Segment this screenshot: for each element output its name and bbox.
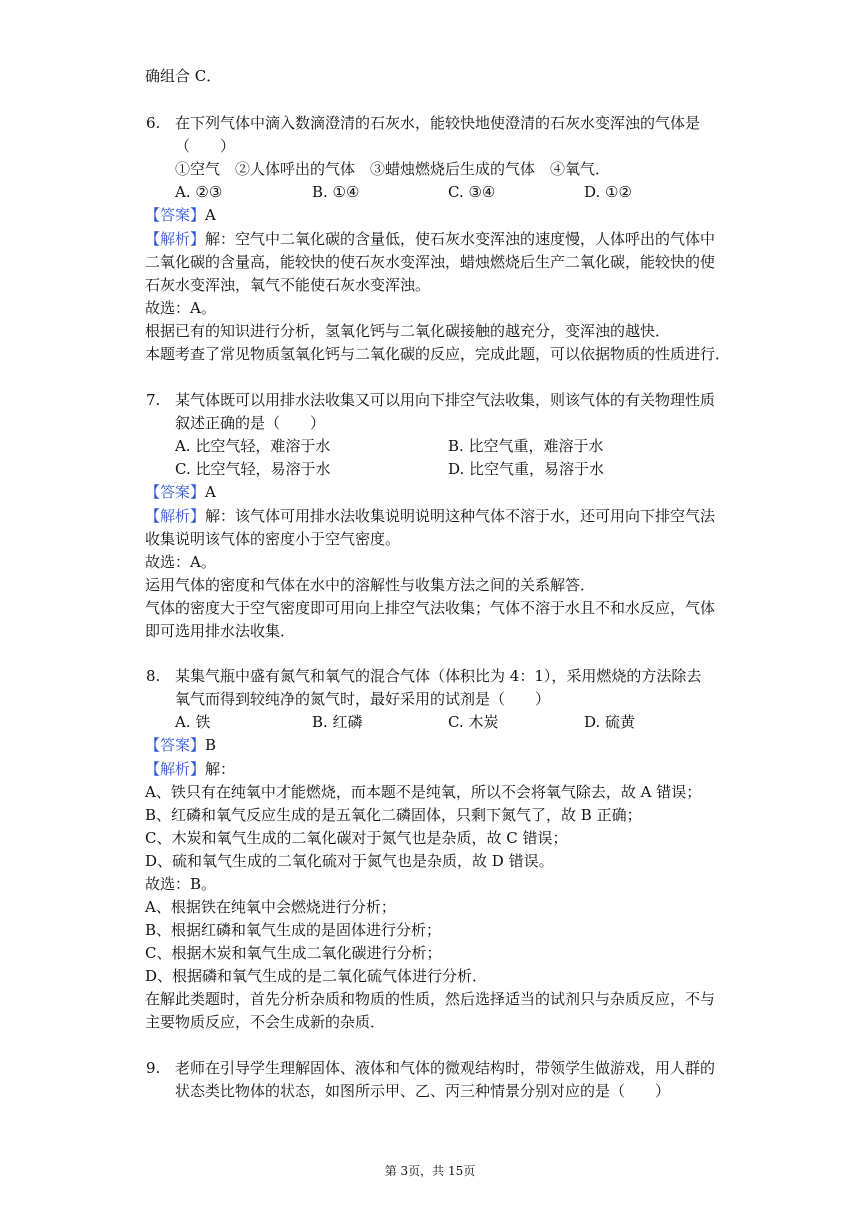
analysis-text: 故选：A。	[145, 553, 216, 571]
option-c: C. ③④	[448, 183, 496, 201]
question-stem-cont: （ ）	[175, 137, 236, 155]
analysis-text: 本题考查了常见物质氢氧化钙与二氧化碳的反应，完成此题，可以依据物质的性质进行．	[145, 345, 731, 363]
question-stem: 某集气瓶中盛有氮气和氧气的混合气体（体积比为 4：1），采用燃烧的方法除去	[175, 667, 702, 685]
question-number: 7.	[146, 391, 161, 409]
question-stem: 在下列气体中滴入数滴澄清的石灰水，能较快地使澄清的石灰水变浑浊的气体是	[175, 114, 701, 132]
answer-tag: 【答案】	[145, 736, 206, 754]
question-number: 6.	[146, 114, 161, 132]
analysis-text: 收集说明该气体的密度小于空气密度。	[145, 530, 401, 548]
prev-question-tail: 确组合 C．	[145, 67, 222, 85]
analysis-text: A、铁只有在纯氧中才能燃烧，而本题不是纯氧，所以不会将氧气除去，故 A 错误；	[145, 783, 702, 801]
answer-tag: 【答案】	[145, 483, 206, 501]
analysis-line	[145, 759, 235, 779]
option-c: C. 木炭	[448, 713, 499, 731]
option-a: A. 铁	[175, 713, 211, 731]
analysis-tag: 【解析】	[145, 760, 206, 778]
question-stem-cont: 氧气而得到较纯净的氮气时，最好采用的试剂是（ ）	[175, 690, 551, 708]
option-b: B. 比空气重，难溶于水	[448, 437, 604, 455]
option-b: B. ①④	[312, 183, 360, 201]
analysis-text: 根据已有的知识进行分析，氢氧化钙与二氧化碳接触的越充分，变浑浊的越快．	[145, 322, 671, 340]
analysis-text: 解：该气体可用排水法收集说明说明这种气体不溶于水，还可用向下排空气法	[205, 507, 716, 525]
answer-line	[145, 482, 216, 502]
question-stem: 某气体既可以用排水法收集又可以用向下排空气法收集，则该气体的有关物理性质	[175, 391, 716, 409]
option-b: B. 红磷	[312, 713, 363, 731]
analysis-line	[145, 506, 715, 526]
analysis-text: A、根据铁在纯氧中会燃烧进行分析；	[145, 898, 396, 916]
question-stem-cont: 叙述正确的是（ ）	[175, 414, 326, 432]
analysis-text: 主要物质反应，不会生成新的杂质．	[145, 1013, 386, 1031]
analysis-text: 故选：B。	[145, 875, 217, 893]
option-d: D. ①②	[584, 183, 632, 201]
question-stem: 老师在引导学生理解固体、液体和气体的微观结构时，带领学生做游戏，用人群的	[175, 1059, 716, 1077]
analysis-text: 在解此类题时，首先分析杂质和物质的性质，然后选择适当的试剂只与杂质反应，不与	[145, 990, 716, 1008]
answer-value: A	[205, 206, 216, 224]
question-stem-cont: 状态类比物体的状态，如图所示甲、乙、丙三种情景分别对应的是（ ）	[175, 1082, 671, 1100]
option-c: C. 比空气轻，易溶于水	[175, 460, 331, 478]
answer-value: A	[205, 483, 216, 501]
analysis-text: C、根据木炭和氧气生成二氧化碳进行分析；	[145, 944, 442, 962]
analysis-text: D、根据磷和氧气生成的是二氧化硫气体进行分析．	[145, 967, 488, 985]
analysis-line	[145, 229, 715, 249]
analysis-text: 解：空气中二氧化碳的含量低，使石灰水变浑浊的速度慢，人体呼出的气体中	[205, 230, 716, 248]
answer-tag: 【答案】	[145, 206, 206, 224]
analysis-text: 故选：A。	[145, 299, 216, 317]
analysis-text: D、硫和氧气生成的二氧化硫对于氮气也是杂质，故 D 错误。	[145, 852, 554, 870]
question-items: ①空气 ②人体呼出的气体 ③蜡烛燃烧后生成的气体 ④氧气．	[175, 160, 611, 178]
analysis-tag: 【解析】	[145, 230, 206, 248]
answer-line	[145, 735, 216, 755]
analysis-text: 即可选用排水法收集．	[145, 622, 296, 640]
analysis-text: 二氧化碳的含量高，能较快的使石灰水变浑浊，蜡烛燃烧后生产二氧化碳，能较快的使	[145, 253, 716, 271]
analysis-tag: 【解析】	[145, 507, 206, 525]
option-d: D. 硫黄	[584, 713, 636, 731]
option-a: A. 比空气轻，难溶于水	[175, 437, 331, 455]
analysis-text: 解：	[205, 760, 236, 778]
option-d: D. 比空气重，易溶于水	[448, 460, 605, 478]
question-number: 9.	[146, 1059, 161, 1077]
analysis-text: 运用气体的密度和气体在水中的溶解性与收集方法之间的关系解答．	[145, 576, 596, 594]
answer-line	[145, 205, 216, 225]
analysis-text: 石灰水变浑浊，氧气不能使石灰水变浑浊。	[145, 276, 431, 294]
page-footer: 第 3页，共 15页	[384, 1164, 476, 1178]
question-number: 8.	[146, 667, 161, 685]
analysis-text: B、红磷和氧气反应生成的是五氧化二磷固体，只剩下氮气了，故 B 正确；	[145, 806, 642, 824]
answer-value: B	[205, 736, 217, 754]
option-a: A. ②③	[175, 183, 223, 201]
analysis-text: C、木炭和氧气生成的二氧化碳对于氮气也是杂质，故 C 错误；	[145, 829, 568, 847]
analysis-text: 气体的密度大于空气密度即可用向上排空气法收集；气体不溶于水且不和水反应，气体	[145, 599, 716, 617]
analysis-text: B、根据红磷和氧气生成的是固体进行分析；	[145, 921, 442, 939]
